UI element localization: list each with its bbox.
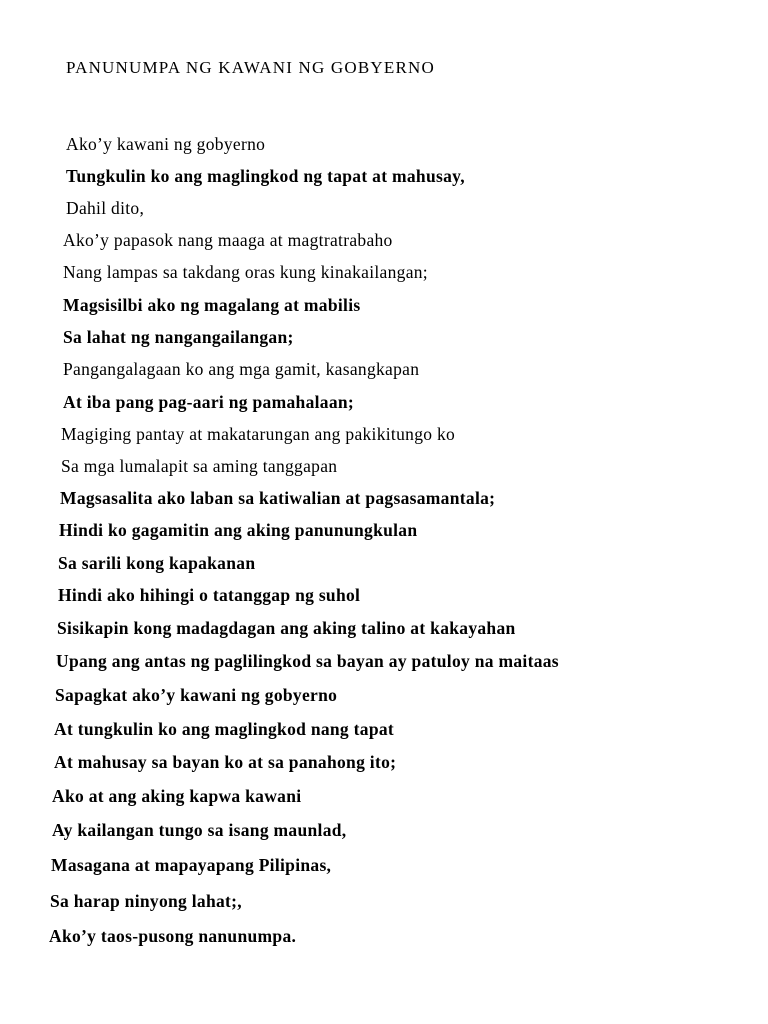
oath-line: Ako’y kawani ng gobyerno bbox=[66, 134, 266, 154]
oath-line: At mahusay sa bayan ko at sa panahong ito; bbox=[54, 752, 397, 772]
oath-line: Upang ang antas ng paglilingkod sa bayan ay patuloy na maitaas bbox=[56, 651, 559, 671]
oath-line: Sa mga lumalapit sa aming tanggapan bbox=[61, 456, 338, 476]
oath-line: Ako’y papasok nang maaga at magtratrabaho bbox=[63, 230, 393, 250]
oath-line: Sapagkat ako’y kawani ng gobyerno bbox=[55, 685, 338, 705]
oath-line: Hindi ko gagamitin ang aking panunungkulan bbox=[59, 520, 418, 540]
oath-line: Magsasalita ako laban sa katiwalian at pagsasamantala; bbox=[60, 488, 496, 508]
oath-line: Tungkulin ko ang maglingkod ng tapat at mahusay, bbox=[66, 166, 465, 186]
oath-line: Magiging pantay at makatarungan ang pakikitungo ko bbox=[61, 424, 456, 444]
oath-line: At iba pang pag-aari ng pamahalaan; bbox=[63, 392, 355, 412]
oath-line: Sisikapin kong madagdagan ang aking talino at kakayahan bbox=[57, 618, 516, 638]
oath-line: Masagana at mapayapang Pilipinas, bbox=[51, 855, 332, 875]
oath-line: At tungkulin ko ang maglingkod nang tapat bbox=[54, 719, 395, 739]
oath-line: Nang lampas sa takdang oras kung kinakailangan; bbox=[63, 262, 428, 282]
oath-line: Hindi ako hihingi o tatanggap ng suhol bbox=[58, 585, 361, 605]
oath-line: Ako at ang aking kapwa kawani bbox=[52, 786, 302, 806]
oath-line: Dahil dito, bbox=[66, 198, 145, 218]
oath-line: Pangangalagaan ko ang mga gamit, kasangkapan bbox=[63, 359, 420, 379]
oath-line: Ako’y taos-pusong nanunumpa. bbox=[49, 926, 297, 946]
document-title: PANUNUMPA NG KAWANI NG GOBYERNO bbox=[66, 58, 435, 77]
oath-line: Sa sarili kong kapakanan bbox=[58, 553, 256, 573]
oath-line: Sa lahat ng nangangailangan; bbox=[63, 327, 294, 347]
oath-line: Sa harap ninyong lahat;, bbox=[50, 891, 242, 911]
oath-line: Ay kailangan tungo sa isang maunlad, bbox=[52, 820, 347, 840]
oath-line: Magsisilbi ako ng magalang at mabilis bbox=[63, 295, 361, 315]
